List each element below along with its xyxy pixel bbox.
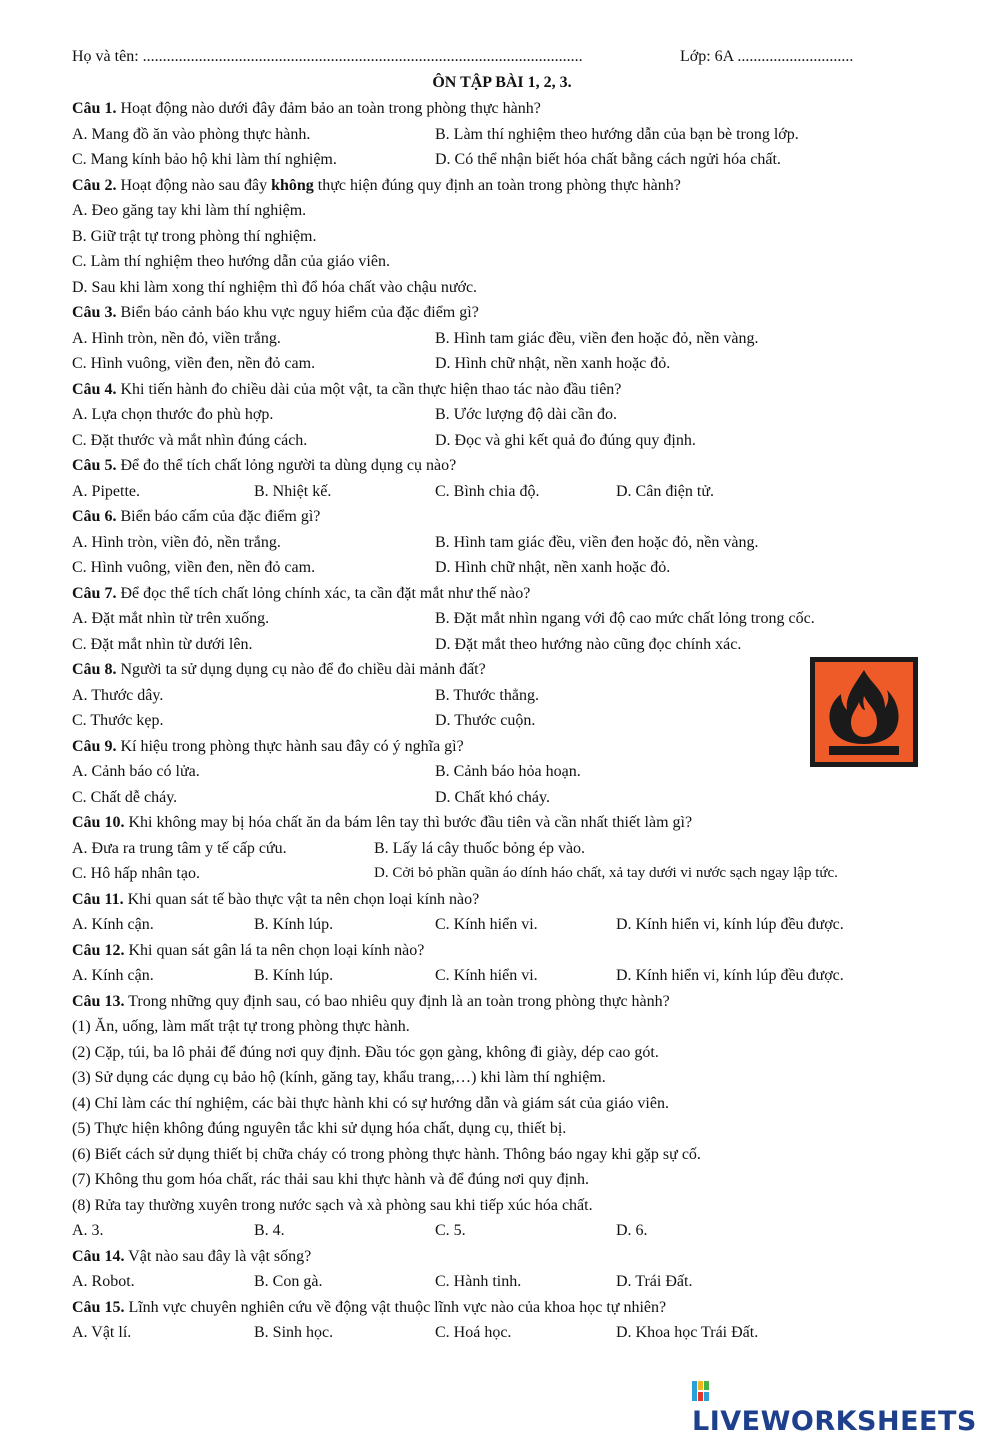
question-12: Câu 12. Khi quan sát gân lá ta nên chọn loại kính nào? <box>72 941 425 959</box>
rule-item: (7) Không thu gom hóa chất, rác thải sau khi thực hành và để đúng nơi quy định. <box>72 1171 590 1188</box>
option-a[interactable]: A. Pipette. <box>72 482 140 500</box>
question-14: Câu 14. Vật nào sau đây là vật sống? <box>72 1247 312 1265</box>
option-d[interactable]: D. Kính hiển vi, kính lúp đều được. <box>616 916 844 933</box>
option-a[interactable]: A. Kính cận. <box>72 967 154 984</box>
option-c[interactable]: C. Đặt thước và mắt nhìn đúng cách. <box>72 431 308 449</box>
option-c[interactable]: C. Mang kính bảo hộ khi làm thí nghiệm. <box>72 151 337 168</box>
question-1: Câu 1. Hoạt động nào dưới đây đảm bảo an toàn trong phòng thực hành? <box>72 100 541 117</box>
option-c[interactable]: C. Hình vuông, viền đen, nền đỏ cam. <box>72 559 316 576</box>
option-d[interactable]: D. Thước cuộn. <box>435 712 536 729</box>
liveworksheets-mark-icon <box>692 1379 714 1403</box>
rule-item: (5) Thực hiện không đúng nguyên tắc khi sử dụng hóa chất, dụng cụ, thiết bị. <box>72 1120 567 1137</box>
option-d[interactable]: D. Có thể nhận biết hóa chất bằng cách ngửi hóa chất. <box>435 151 781 168</box>
rule-item: (8) Rửa tay thường xuyên trong nước sạch và xà phòng sau khi tiếp xúc hóa chất. <box>72 1196 593 1214</box>
question-4: Câu 4. Khi tiến hành đo chiều dài của một vật, ta cần thực hiện thao tác nào đầu tiên? <box>72 380 622 398</box>
logo-text: LIVEWORKSHEETS <box>692 1406 977 1437</box>
option-c[interactable]: C. Hành tinh. <box>435 1273 522 1290</box>
question-13: Câu 13. Trong những quy định sau, có bao nhiêu quy định là an toàn trong phòng thực hành? <box>72 992 670 1010</box>
option-b[interactable]: B. Giữ trật tự trong phòng thí nghiệm. <box>72 227 317 245</box>
option-b[interactable]: B. Kính lúp. <box>254 967 334 984</box>
option-a[interactable]: A. Hình tròn, nền đỏ, viền trắng. <box>72 329 281 347</box>
option-b[interactable]: B. Nhiệt kế. <box>254 482 332 500</box>
question-6: Câu 6. Biển báo cấm của đặc điểm gì? <box>72 508 321 525</box>
option-b[interactable]: B. Hình tam giác đều, viền đen hoặc đỏ, nền vàng. <box>435 533 759 551</box>
option-a[interactable]: A. Kính cận. <box>72 916 154 933</box>
option-a[interactable]: A. Đeo găng tay khi làm thí nghiệm. <box>72 202 307 219</box>
option-c[interactable]: C. Chất dễ cháy. <box>72 788 178 806</box>
option-b[interactable]: B. Đặt mắt nhìn ngang với độ cao mức chất lỏng trong cốc. <box>435 610 815 627</box>
class-field[interactable]: Lớp: 6A ............................. <box>680 48 854 65</box>
option-a[interactable]: A. 3. <box>72 1222 104 1239</box>
liveworksheets-logo <box>692 1374 1000 1437</box>
option-a[interactable]: A. Robot. <box>72 1273 135 1290</box>
option-c[interactable]: C. Thước kẹp. <box>72 712 164 729</box>
question-5: Câu 5. Để đo thể tích chất lỏng người ta dùng dụng cụ nào? <box>72 457 457 474</box>
option-d[interactable]: D. Kính hiển vi, kính lúp đều được. <box>616 967 844 984</box>
option-c[interactable]: C. Đặt mắt nhìn từ dưới lên. <box>72 635 253 653</box>
option-d[interactable]: D. Hình chữ nhật, nền xanh hoặc đỏ. <box>435 559 671 576</box>
option-c[interactable]: C. Hô hấp nhân tạo. <box>72 865 200 882</box>
option-d[interactable]: D. Chất khó cháy. <box>435 788 550 806</box>
worksheet-title: ÔN TẬP BÀI 1, 2, 3. <box>432 74 572 91</box>
student-header <box>72 48 932 70</box>
option-a[interactable]: A. Mang đồ ăn vào phòng thực hành. <box>72 125 311 143</box>
option-a[interactable]: A. Vật lí. <box>72 1324 132 1341</box>
flame-icon <box>815 662 913 762</box>
question-15: Câu 15. Lĩnh vực chuyên nghiên cứu về động vật thuộc lĩnh vực nào của khoa học tự nhiên? <box>72 1298 667 1316</box>
option-d[interactable]: D. Cân điện tử. <box>616 482 714 500</box>
option-d[interactable]: D. Đọc và ghi kết quả đo đúng quy định. <box>435 431 696 449</box>
option-d[interactable]: D. Sau khi làm xong thí nghiệm thì đổ hóa chất vào chậu nước. <box>72 278 478 296</box>
question-8: Câu 8. Người ta sử dụng dụng cụ nào để đo chiều dài mảnh đất? <box>72 661 486 678</box>
rule-item: (1) Ăn, uống, làm mất trật tự trong phòng thực hành. <box>72 1018 410 1035</box>
option-d[interactable]: D. Cởi bỏ phần quần áo dính háo chất, xả tay dưới vi nước sạch ngay lập tức. <box>374 865 838 881</box>
rule-item: (4) Chỉ làm các thí nghiệm, các bài thực hành khi có sự hướng dẫn và giám sát của giáo viên. <box>72 1094 669 1112</box>
option-b[interactable]: B. Con gà. <box>254 1273 323 1290</box>
option-c[interactable]: C. Hoá học. <box>435 1324 512 1341</box>
option-b[interactable]: B. 4. <box>254 1222 285 1239</box>
option-a[interactable]: A. Lựa chọn thước đo phù hợp. <box>72 406 274 423</box>
flammable-flame-icon <box>810 657 918 767</box>
question-11: Câu 11. Khi quan sát tế bào thực vật ta nên chọn loại kính nào? <box>72 890 480 908</box>
option-b[interactable]: B. Kính lúp. <box>254 916 334 933</box>
worksheet-page <box>72 48 932 1346</box>
option-a[interactable]: A. Đưa ra trung tâm y tế cấp cứu. <box>72 839 287 857</box>
question-3: Câu 3. Biển báo cảnh báo khu vực nguy hiểm của đặc điểm gì? <box>72 304 479 321</box>
question-10: Câu 10. Khi không may bị hóa chất ăn da bám lên tay thì bước đầu tiên và cần nhất thiết làm gì? <box>72 814 693 831</box>
option-b[interactable]: B. Cảnh báo hỏa hoạn. <box>435 763 581 780</box>
option-d[interactable]: D. 6. <box>616 1222 648 1239</box>
option-c[interactable]: C. Hình vuông, viền đen, nền đỏ cam. <box>72 355 316 372</box>
option-d[interactable]: D. Khoa học Trái Đất. <box>616 1324 759 1341</box>
rule-item: (6) Biết cách sử dụng thiết bị chữa cháy có trong phòng thực hành. Thông báo ngay khi gặp sự cố. <box>72 1145 701 1163</box>
option-d[interactable]: D. Hình chữ nhật, nền xanh hoặc đỏ. <box>435 355 671 372</box>
option-b[interactable]: B. Lấy lá cây thuốc bỏng ép vào. <box>374 839 586 857</box>
question-9: Câu 9. Kí hiệu trong phòng thực hành sau đây có ý nghĩa gì? <box>72 737 464 755</box>
rule-item: (2) Cặp, túi, ba lô phải để đúng nơi quy định. Đầu tóc gọn gàng, không đi giày, dép cao gót. <box>72 1043 659 1061</box>
option-a[interactable]: A. Hình tròn, viền đỏ, nền trắng. <box>72 533 281 551</box>
student-name-field[interactable]: Họ và tên: .............................................................................................................. <box>72 48 583 65</box>
option-b[interactable]: B. Hình tam giác đều, viền đen hoặc đỏ, nền vàng. <box>435 329 759 347</box>
option-c[interactable]: C. Làm thí nghiệm theo hướng dẫn của giáo viên. <box>72 253 390 270</box>
rule-item: (3) Sử dụng các dụng cụ bảo hộ (kính, găng tay, khẩu trang,…) khi làm thí nghiệm. <box>72 1069 606 1086</box>
options-row <box>72 122 932 148</box>
option-b[interactable]: B. Làm thí nghiệm theo hướng dẫn của bạn bè trong lớp. <box>435 125 799 143</box>
option-c[interactable]: C. 5. <box>435 1222 466 1239</box>
option-a[interactable]: A. Cảnh báo có lửa. <box>72 763 200 780</box>
option-b[interactable]: B. Ước lượng độ dài cần đo. <box>435 406 617 423</box>
option-d[interactable]: D. Trái Đất. <box>616 1273 693 1290</box>
option-a[interactable]: A. Đặt mắt nhìn từ trên xuống. <box>72 610 270 627</box>
question-2: Câu 2. Hoạt động nào sau đây không thực hiện đúng quy định an toàn trong phòng thực hành? <box>72 176 681 194</box>
option-c[interactable]: C. Kính hiển vi. <box>435 916 538 933</box>
option-c[interactable]: C. Bình chia độ. <box>435 482 540 500</box>
question-7: Câu 7. Để đọc thể tích chất lỏng chính xác, ta cần đặt mắt như thế nào? <box>72 584 531 602</box>
option-c[interactable]: C. Kính hiển vi. <box>435 967 538 984</box>
option-d[interactable]: D. Đặt mắt theo hướng nào cũng đọc chính xác. <box>435 635 742 653</box>
option-a[interactable]: A. Thước dây. <box>72 686 164 704</box>
option-b[interactable]: B. Thước thẳng. <box>435 686 539 704</box>
options-row <box>72 147 932 173</box>
option-b[interactable]: B. Sinh học. <box>254 1324 334 1341</box>
